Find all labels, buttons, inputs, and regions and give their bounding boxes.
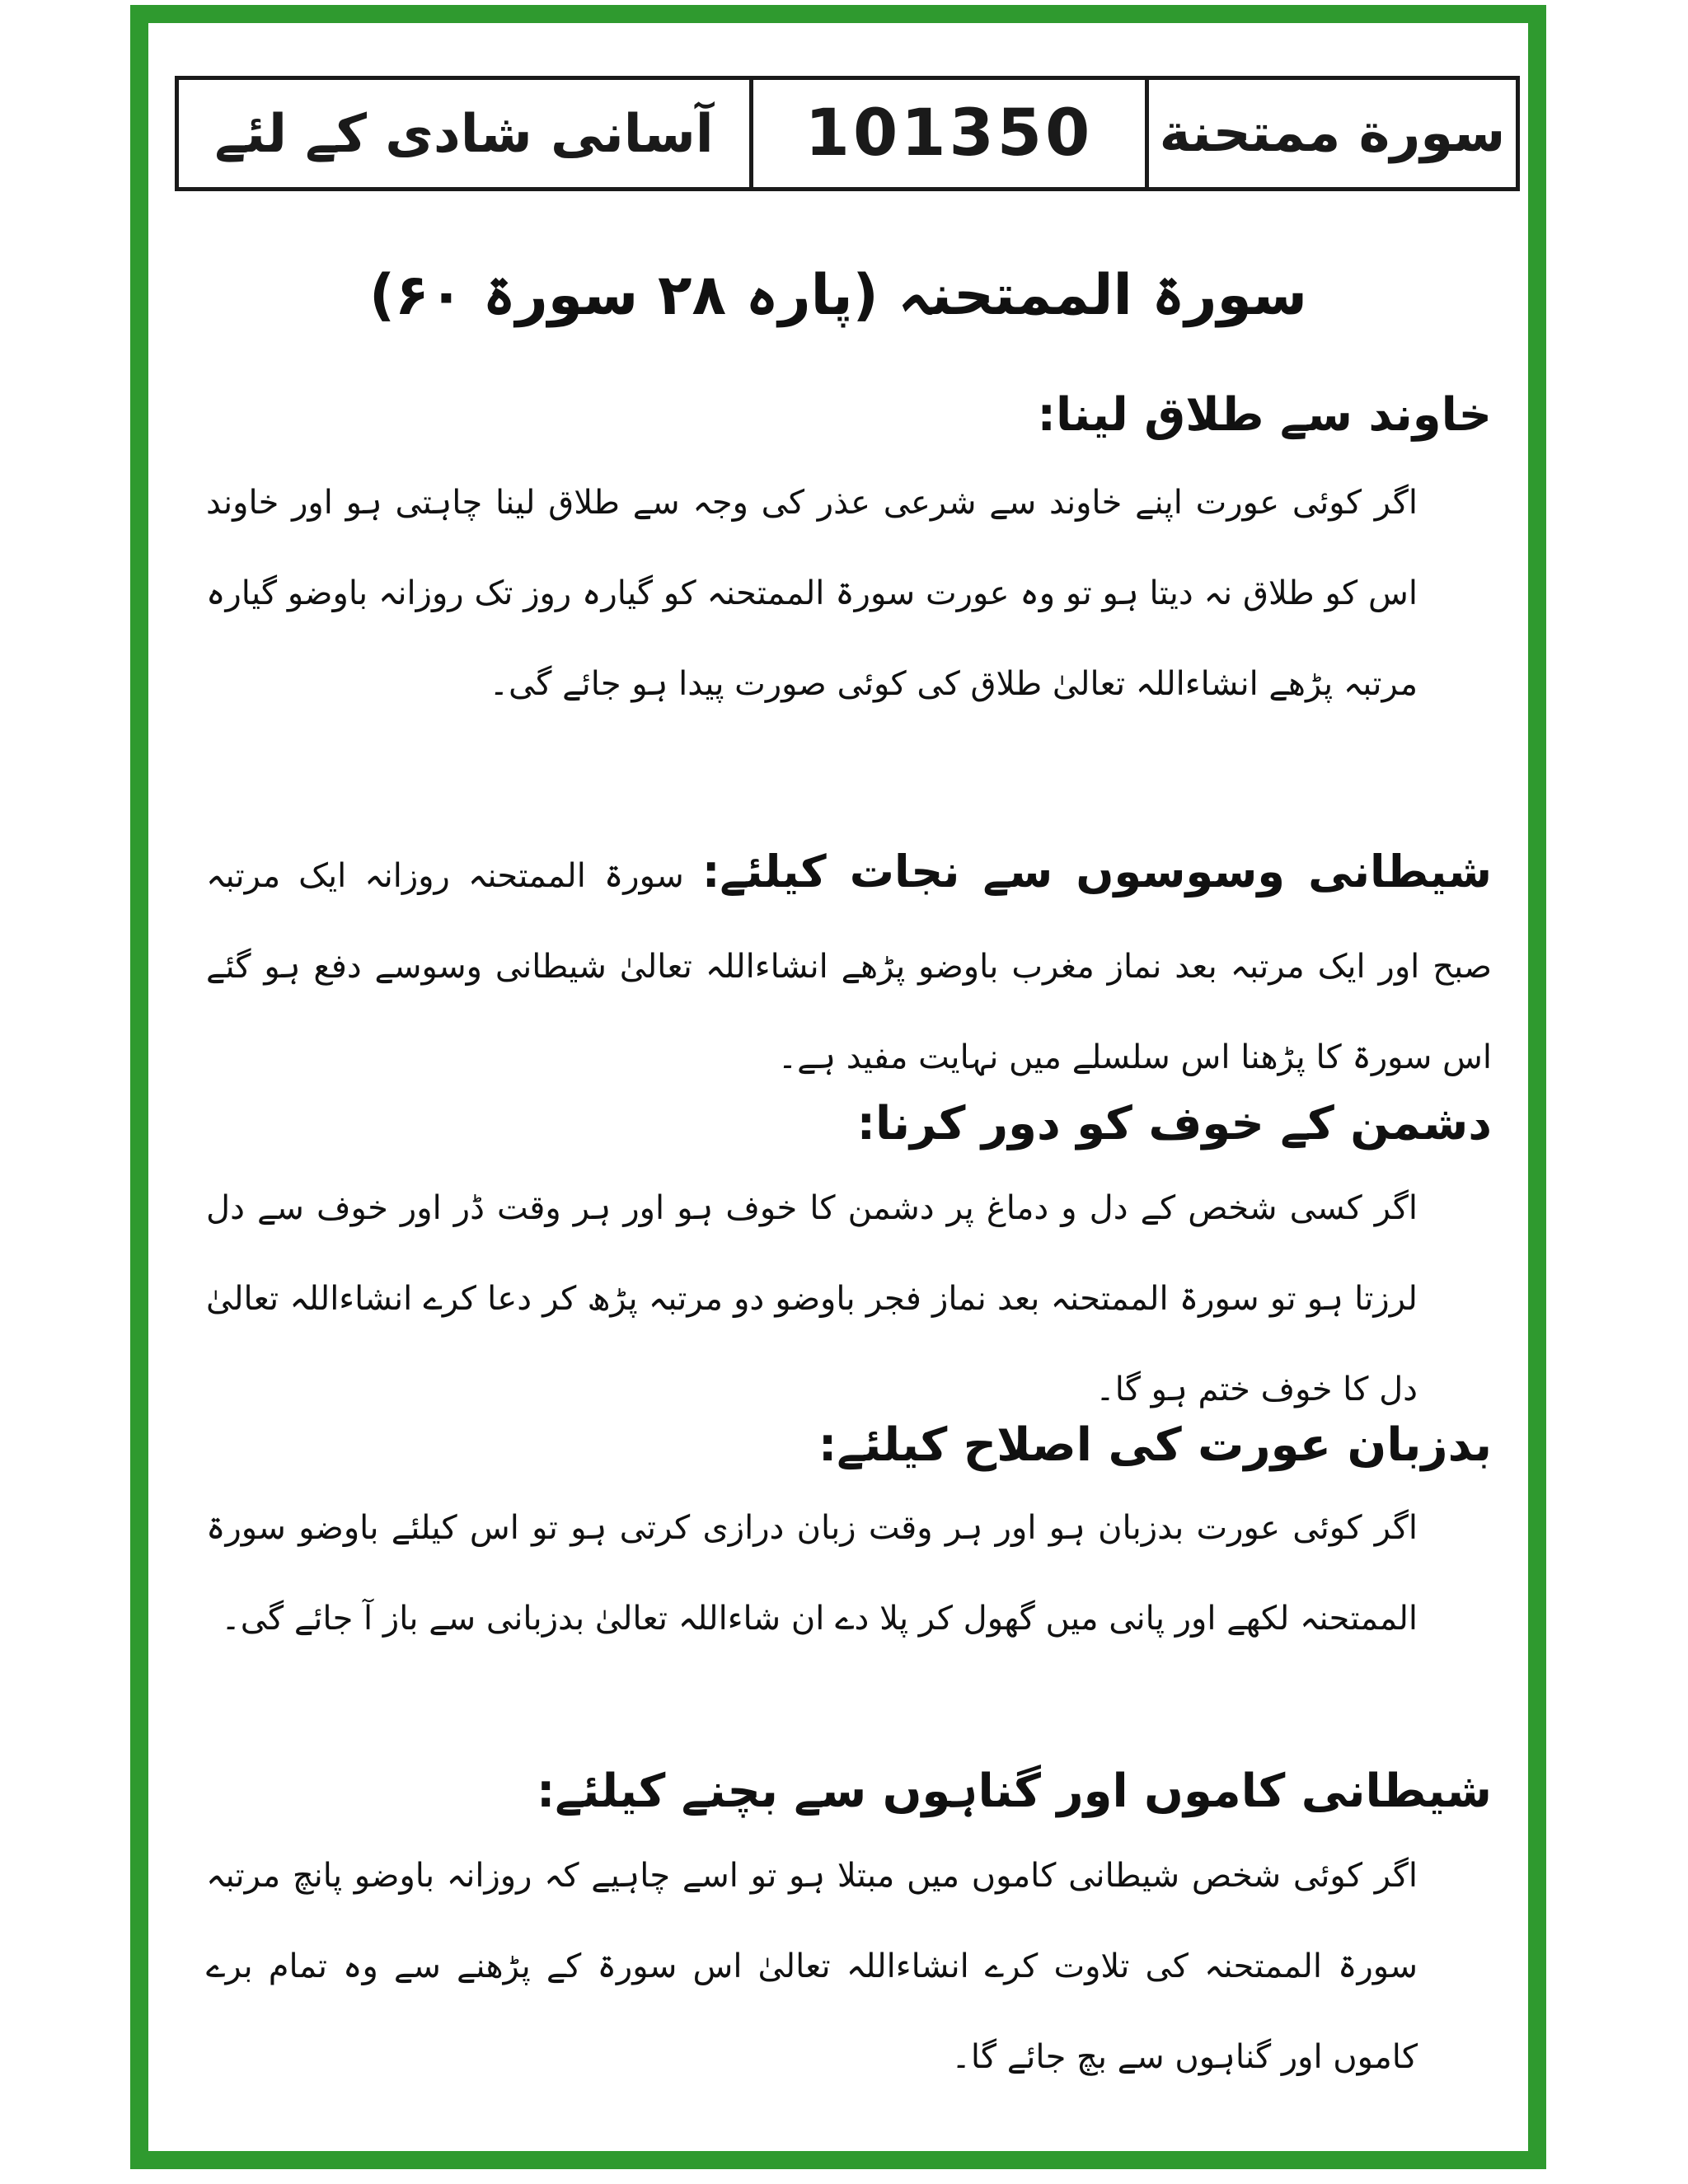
page-title: سورۃ الممتحنہ (پارہ ۲۸ سورۃ ۶۰): [369, 263, 1307, 328]
section-avoid-sins: [206, 1762, 1492, 2102]
section-heading: بدزبان عورت کی اصلاح کیلئے:: [818, 1418, 1492, 1472]
section-body: اگر کسی شخص کے دل و دماغ پر دشمن کا خوف ہو اور ہر وقت ڈر اور خوف سے دل لرزتا ہو تو سورۃ الممتحنہ بعد نماز فجر باوضو دو مرتبہ پڑھ کر دعا کرے انشاءاللہ تعالیٰ دل کا خوف ختم ہو گا۔: [206, 1188, 1418, 1408]
section-body: اگر کوئی عورت اپنے خاوند سے شرعی عذر کی وجہ سے طلاق لینا چاہتی ہو اور خاوند اس کو طلاق نہ دیتا ہو تو وہ عورت سورۃ الممتحنہ کو گیارہ روز تک روزانہ باوضو گیارہ مرتبہ پڑھے انشاءاللہ تعالیٰ طلاق کی کوئی صورت پیدا ہو جائے گی۔: [206, 483, 1418, 703]
section-heading: شیطانی وسوسوں سے نجات کیلئے:: [701, 846, 1493, 898]
page-frame: [130, 5, 1546, 2169]
section-heading: خاوند سے طلاق لینا:: [1037, 388, 1492, 442]
section-divorce: [206, 386, 1492, 729]
section-satanic-whispers: [206, 827, 1492, 1103]
section-body: اگر کوئی عورت بدزبان ہو اور ہر وقت زبان درازی کرتی ہو تو اس کیلئے باوضو سورۃ الممتحنہ لکھے اور پانی میں گھول کر پلا دے ان شاءاللہ تعالیٰ بدزبانی سے باز آ جائے گی۔: [206, 1508, 1418, 1638]
header-surah-name: سورة ممتحنة: [1145, 80, 1516, 187]
section-heading: شیطانی کاموں اور گناہوں سے بچنے کیلئے:: [536, 1765, 1492, 1818]
section-body: سورۃ الممتحنہ روزانہ ایک مرتبہ صبح اور ایک مرتبہ بعد نماز مغرب باوضو پڑھے انشاءاللہ تعالیٰ شیطانی وسوسے دفع ہو گئے اس سورۃ کا پڑھنا اس سلسلے میں نہایت مفید ہے۔: [206, 857, 1492, 1076]
section-harsh-tongued-woman: [206, 1416, 1492, 1664]
header-table: [175, 76, 1520, 191]
header-number: 101350: [749, 80, 1145, 187]
header-purpose: آسانی شادی کے لئے: [214, 103, 714, 165]
section-body: اگر کوئی شخص شیطانی کاموں میں مبتلا ہو تو اسے چاہیے کہ روزانہ باوضو پانچ مرتبہ سورۃ الممتحنہ کی تلاوت کرے انشاءاللہ تعالیٰ اس سورۃ کے پڑھنے سے وہ تمام برے کاموں اور گناہوں سے بچ جائے گا۔: [206, 1856, 1418, 2076]
section-paragraph: [206, 827, 1492, 1103]
section-fear-of-enemy: [206, 1094, 1492, 1435]
section-heading: دشمن کے خوف کو دور کرنا:: [856, 1097, 1492, 1151]
